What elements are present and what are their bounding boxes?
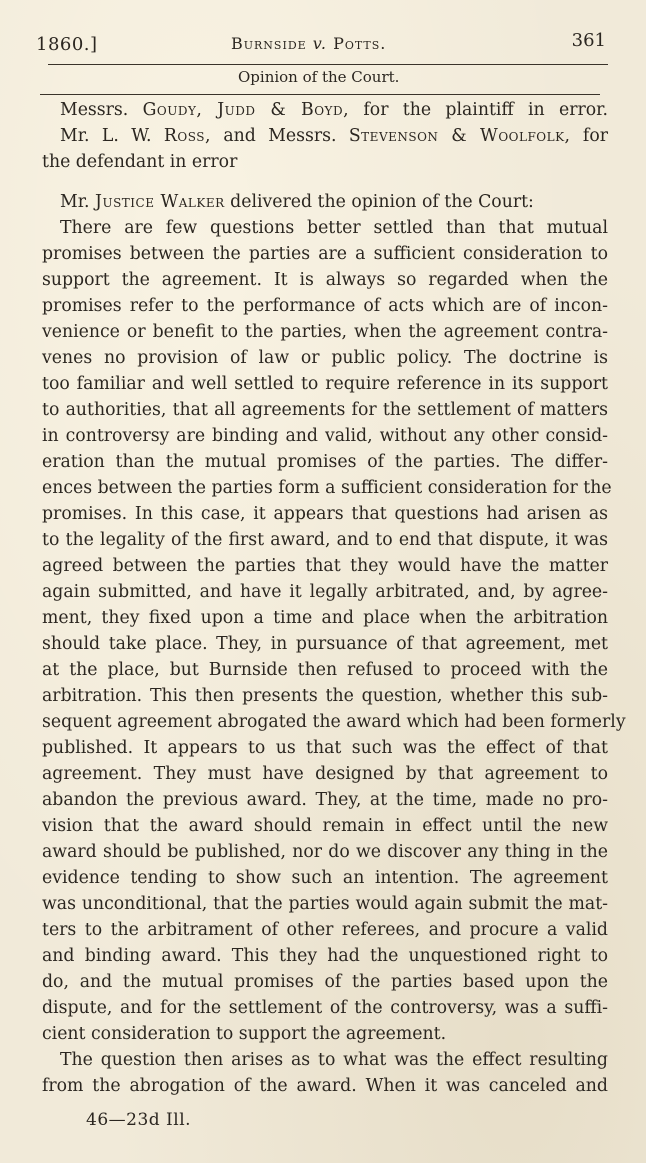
text-line: too familiar and well settled to require reference in its support	[42, 374, 608, 394]
text-line: ment, they fixed upon a time and place when the arbitration	[42, 608, 608, 628]
volume-year: 1860.]	[36, 34, 98, 55]
text-line: There are few questions better settled than that mutual	[60, 218, 608, 238]
counsel-line-3: the defendant in error	[42, 152, 238, 172]
text-line: to authorities, that all agreements for the settlement of matters	[42, 400, 608, 420]
opinion-intro: Mr. Justice Walker delivered the opinion of the Court:	[60, 192, 534, 212]
text-line: again submitted, and have it legally arbitrated, and, by agree-	[42, 582, 608, 602]
text-line: at the place, but Burnside then refused to proceed with the	[42, 660, 608, 680]
section-label: Opinion of the Court.	[238, 68, 400, 86]
paragraph-2	[42, 1047, 608, 1099]
page-number: 361	[571, 30, 606, 51]
text-line: venience or benefit to the parties, when the agreement contra-	[42, 322, 608, 342]
text-line: promises between the parties are a sufficient consideration to	[42, 244, 608, 264]
paragraph-gap	[42, 175, 608, 189]
body-text	[42, 97, 626, 1099]
text-line: dispute, and for the settlement of the controversy, was a suffi-	[42, 998, 608, 1018]
text-line: sequent agreement abrogated the award which had been formerly	[42, 712, 626, 732]
text-line: and binding award. This they had the unquestioned right to	[42, 946, 608, 966]
case-versus: v.	[312, 34, 327, 53]
header-rule-top	[48, 64, 608, 65]
text-line: venes no provision of law or public policy. The doctrine is	[42, 348, 608, 368]
header-rule-bottom	[40, 94, 600, 95]
case-defendant: Potts.	[333, 34, 387, 53]
text-line: agreed between the parties that they would have the matter	[42, 556, 608, 576]
running-head	[36, 30, 606, 58]
text-line: abandon the previous award. They, at the time, made no pro-	[42, 790, 608, 810]
text-line: The question then arises as to what was the effect resulting	[60, 1050, 608, 1070]
text-line: support the agreement. It is always so regarded when the	[42, 270, 608, 290]
text-line: in controversy are binding and valid, without any other consid-	[42, 426, 608, 446]
counsel-line-1: Messrs. Goudy, Judd & Boyd, for the plaintiff in error.	[60, 100, 608, 120]
case-name	[231, 34, 386, 53]
text-line: vision that the award should remain in effect until the new	[42, 816, 608, 836]
text-line: promises refer to the performance of acts which are of incon-	[42, 296, 608, 316]
text-line: from the abrogation of the award. When it was canceled and	[42, 1076, 608, 1096]
text-line: eration than the mutual promises of the parties. The differ-	[42, 452, 608, 472]
text-line: published. It appears to us that such was the effect of that	[42, 738, 608, 758]
text-line: promises. In this case, it appears that questions had arisen as	[42, 504, 608, 524]
text-line: to the legality of the first award, and to end that dispute, it was	[42, 530, 608, 550]
text-line: ences between the parties form a sufficient consideration for the	[42, 478, 612, 498]
text-line: cient consideration to support the agreement.	[42, 1024, 447, 1044]
text-line: agreement. They must have designed by that agreement to	[42, 764, 608, 784]
text-line: evidence tending to show such an intention. The agreement	[42, 868, 608, 888]
text-line: do, and the mutual promises of the parties based upon the	[42, 972, 608, 992]
text-line: should take place. They, in pursuance of that agreement, met	[42, 634, 608, 654]
text-line: award should be published, nor do we discover any thing in the	[42, 842, 608, 862]
text-line: was unconditional, that the parties would again submit the mat-	[42, 894, 608, 914]
paragraph-1	[42, 215, 626, 1047]
counsel-line-2: Mr. L. W. Ross, and Messrs. Stevenson & Woolfolk, for	[60, 126, 608, 146]
text-line: ters to the arbitrament of other referees, and procure a valid	[42, 920, 608, 940]
signature-mark: 46—23d Ill.	[86, 1110, 192, 1130]
case-plaintiff: Burnside	[231, 34, 307, 53]
text-line: arbitration. This then presents the question, whether this sub-	[42, 686, 608, 706]
